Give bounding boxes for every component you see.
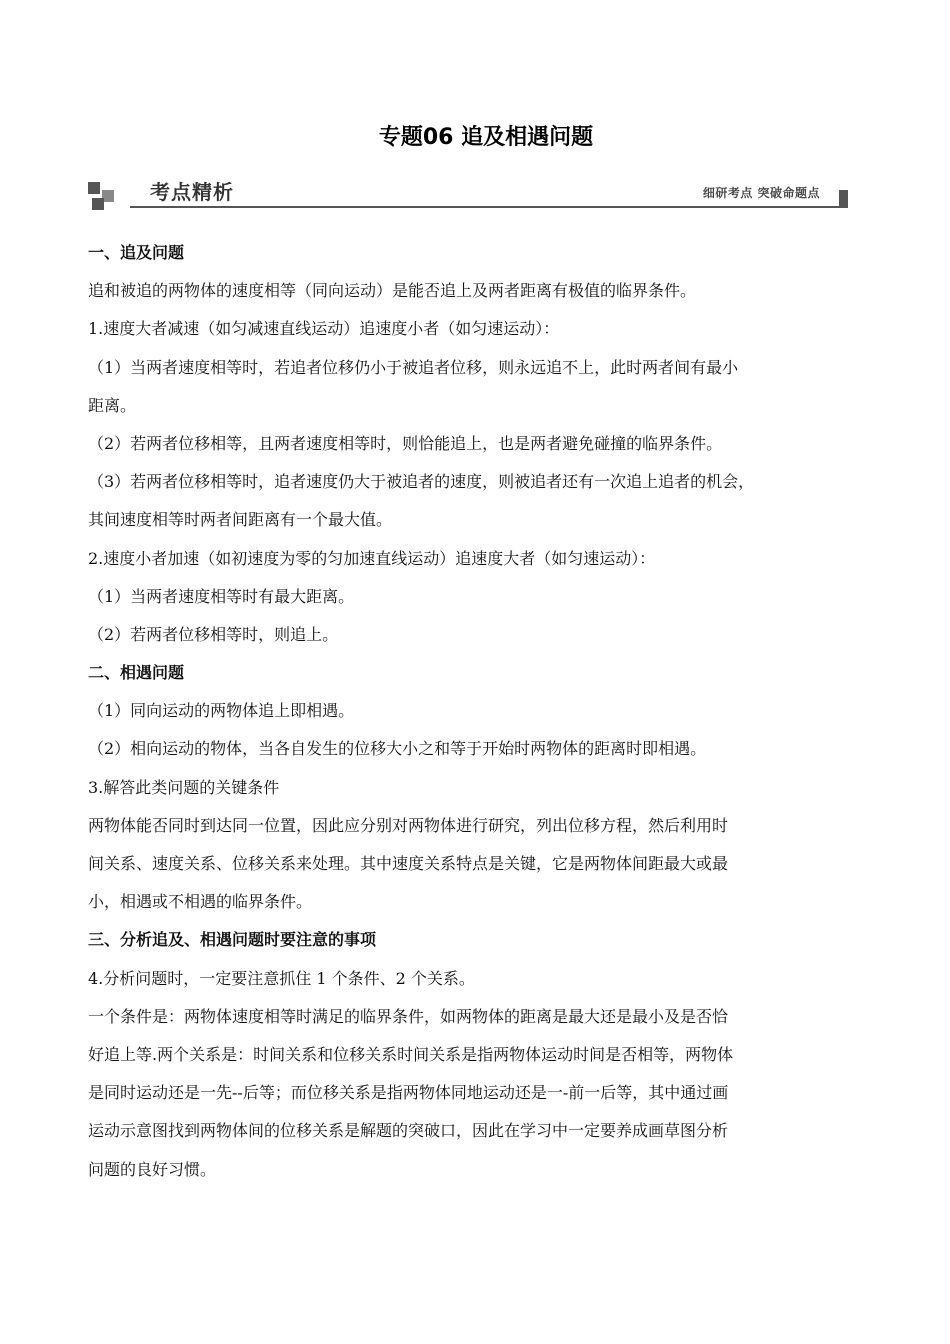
paragraph-line: （1）同向运动的两物体追上即相遇。 [88, 701, 355, 721]
paragraph-line: 4.分析问题时，一定要注意抓住 1 个条件、2 个关系。 [88, 968, 475, 988]
document-body [88, 234, 878, 1189]
section-heading: 三、分析追及、相遇问题时要注意的事项 [88, 930, 377, 950]
paragraph-line: 其间速度相等时两者间距离有一个最大值。 [88, 510, 393, 530]
paragraph-line: （3）若两者位移相等时，追者速度仍大于被追者的速度，则被追者还有一次追上追者的机会， [88, 472, 755, 492]
paragraph-line: 小，相遇或不相遇的临界条件。 [88, 892, 313, 912]
paragraph-line: 间关系、速度关系、位移关系来处理。其中速度关系特点是关键，它是两物体间距最大或最 [88, 854, 729, 873]
paragraph-line: 是同时运动还是一先--后等；而位移关系是指两物体同地运动还是一-前一后等，其中通过画 [88, 1083, 729, 1103]
paragraph-line: 距离。 [88, 395, 137, 415]
section-heading: 二、相遇问题 [88, 663, 185, 683]
banner-subtitle: 细研考点 突破命题点 [702, 186, 820, 200]
paragraph-line: 2.速度小者加速（如初速度为零的匀加速直线运动）追速度大者（如匀速运动）： [88, 548, 656, 568]
banner-end-marker [839, 190, 848, 208]
paragraph-line: （2）若两者位移相等时，则追上。 [88, 624, 339, 644]
paragraph-line: （2）若两者位移相等，且两者速度相等时，则恰能追上，也是两者避免碰撞的临界条件。 [88, 433, 723, 453]
paragraph-line: 运动示意图找到两物体间的位移关系是解题的突破口，因此在学习中一定要养成画草图分析 [88, 1121, 729, 1141]
paragraph-line: 3.解答此类问题的关键条件 [88, 777, 280, 797]
paragraph-line: 追和被追的两物体的速度相等（同向运动）是能否追上及两者距离有极值的临界条件。 [88, 281, 697, 301]
paragraph-line: （1）当两者速度相等时有最大距离。 [88, 586, 355, 606]
section-heading: 一、追及问题 [88, 243, 185, 262]
paragraph-line: 1.速度大者减速（如匀减速直线运动）追速度小者（如匀速运动）： [88, 319, 560, 339]
paragraph-line: 一个条件是：两物体速度相等时满足的临界条件，如两物体的距离是最大还是最小及是否恰 [88, 1006, 729, 1026]
paragraph-line: 两物体能否同时到达同一位置，因此应分别对两物体进行研究，列出位移方程，然后利用时 [88, 815, 729, 835]
paragraph-line: （2）相向运动的物体，当各自发生的位移大小之和等于开始时两物体的距离时即相遇。 [88, 739, 707, 759]
paragraph-line: 问题的良好习惯。 [88, 1159, 217, 1179]
banner-title: 考点精析 [150, 180, 234, 204]
paragraph-line: （1）当两者速度相等时，若追者位移仍小于被追者位移，则永远追不上，此时两者间有最小 [88, 357, 739, 377]
banner-squares-icon [88, 182, 118, 212]
page-title: 专题06 追及相遇问题 [378, 125, 594, 150]
paragraph-line: 好追上等.两个关系是：时间关系和位移关系时间关系是指两物体运动时间是否相等，两物体 [88, 1044, 734, 1064]
section-banner [88, 174, 850, 214]
banner-divider [130, 206, 840, 208]
